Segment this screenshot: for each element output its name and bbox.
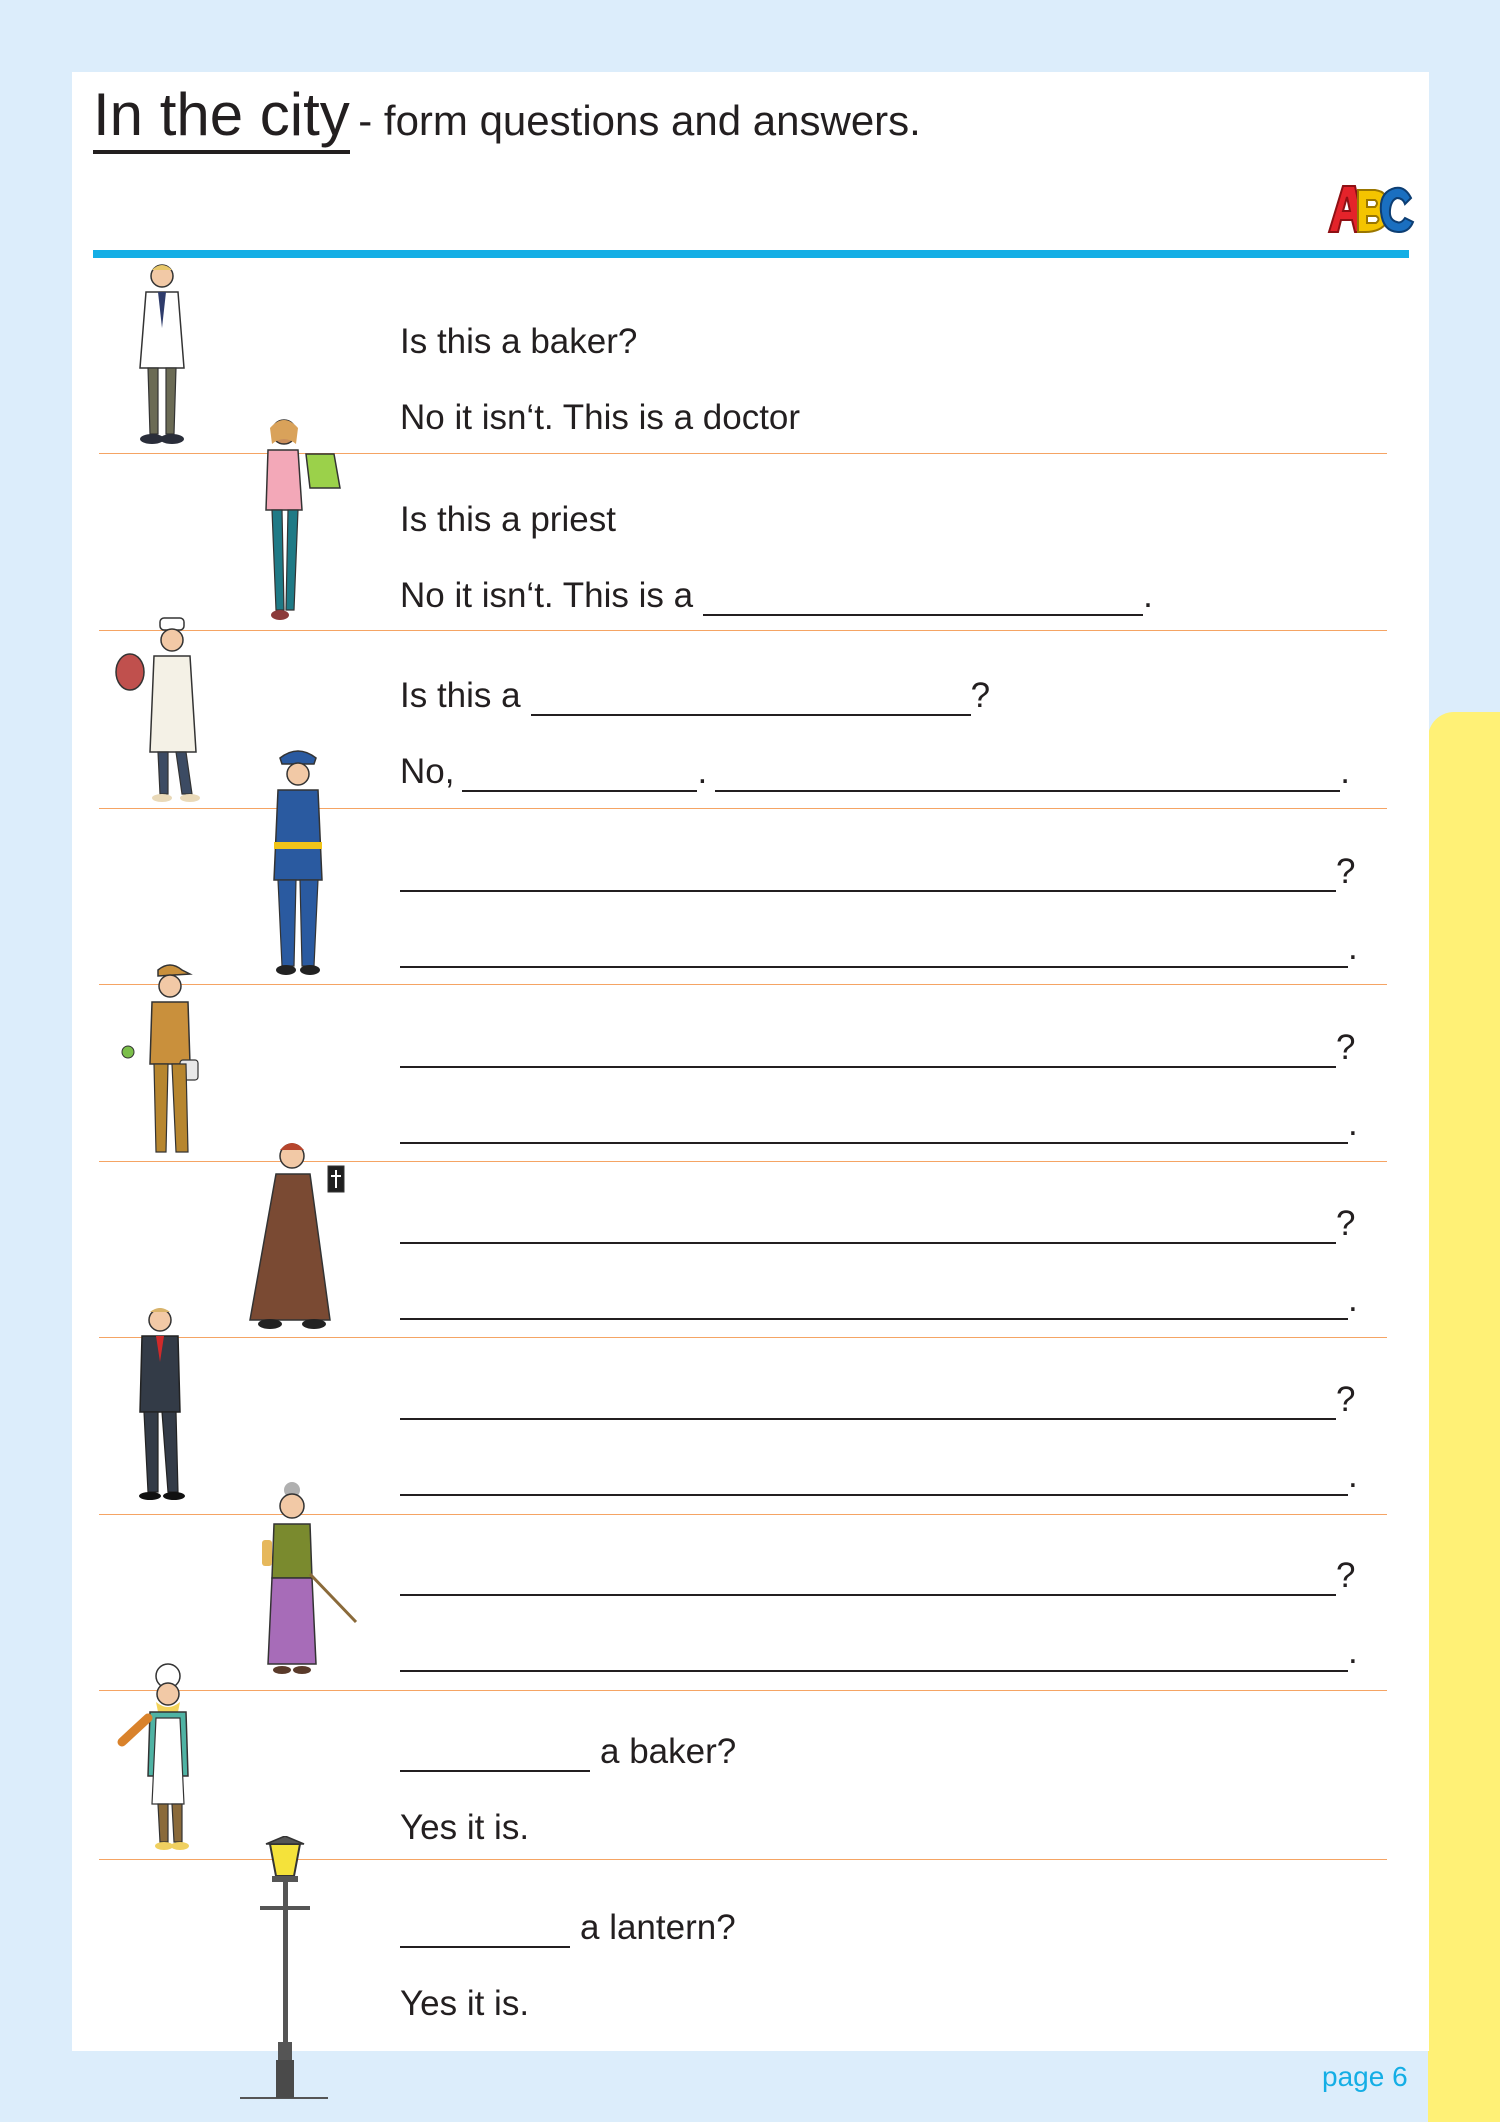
question-suffix: a lantern? (580, 1908, 736, 1947)
doctor-figure (122, 258, 202, 453)
question-blank[interactable] (400, 1560, 1336, 1596)
question-suffix: ? (1336, 1556, 1356, 1595)
question-line (400, 852, 1355, 892)
yellow-sidebar (1428, 712, 1500, 2122)
answer-prefix: No it isn‘t. This is a (400, 576, 694, 615)
question-line (400, 1908, 736, 1948)
question-suffix: ? (1336, 1380, 1356, 1419)
question-line (400, 322, 637, 362)
answer-line (400, 1632, 1358, 1672)
answer-line (400, 1104, 1358, 1144)
deliveryman-figure (112, 960, 222, 1170)
answer-blank[interactable] (703, 580, 1143, 616)
question-line (400, 1380, 1355, 1420)
answer-line (400, 752, 1350, 792)
lantern-figure (240, 1836, 330, 2106)
question-suffix: a baker? (600, 1732, 737, 1771)
question-line (400, 500, 616, 540)
answer-suffix: . (1348, 1632, 1358, 1671)
teacher-figure (244, 1478, 364, 1688)
answer-line (400, 398, 800, 438)
answer-mid: . (697, 752, 708, 791)
answer-suffix: . (1348, 1456, 1358, 1495)
answer-text: Yes it is. (400, 1808, 530, 1847)
answer-line (400, 928, 1358, 968)
answer-suffix: . (1348, 1104, 1358, 1143)
question-suffix: ? (1336, 852, 1356, 891)
page-number: page 6 (1322, 2061, 1408, 2092)
question-blank[interactable] (531, 680, 971, 716)
exercise-row (99, 1690, 1387, 1860)
answer-blank[interactable] (400, 1284, 1348, 1320)
baker-figure (112, 1662, 222, 1857)
answer-line (400, 1808, 529, 1848)
answer-suffix: . (1340, 752, 1350, 791)
answer-blank[interactable] (400, 1108, 1348, 1144)
answer-suffix: . (1348, 1280, 1358, 1319)
title-subtitle: - form questions and answers. (358, 97, 921, 144)
answer-blank[interactable] (400, 1460, 1348, 1496)
question-line (400, 1028, 1355, 1068)
question-blank[interactable] (400, 856, 1336, 892)
shop-assistant-figure (244, 414, 354, 629)
question-line (400, 1556, 1355, 1596)
title-main: In the city (93, 82, 350, 154)
worksheet-page (72, 72, 1429, 2051)
abc-logo-icon (1325, 180, 1415, 238)
question-blank[interactable] (400, 1032, 1336, 1068)
answer-text: Yes it is. (400, 1984, 530, 2023)
answer-blank[interactable] (400, 932, 1348, 968)
header-rule (93, 250, 1409, 258)
answer-line (400, 576, 1153, 616)
question-prefix: Is this a (400, 676, 521, 715)
question-line (400, 1204, 1355, 1244)
question-text: Is this a priest (400, 500, 616, 539)
question-suffix: ? (970, 676, 991, 715)
butcher-figure (110, 612, 220, 807)
answer-line (400, 1280, 1358, 1320)
answer-blank[interactable] (462, 756, 697, 792)
answer-blank[interactable] (715, 756, 1340, 792)
question-line (400, 676, 990, 716)
question-blank[interactable] (400, 1912, 570, 1948)
question-line (400, 1732, 736, 1772)
answer-prefix: No, (400, 752, 455, 791)
page-title (93, 82, 921, 154)
answer-blank[interactable] (400, 1636, 1348, 1672)
question-blank[interactable] (400, 1384, 1336, 1420)
question-text: Is this a baker? (400, 322, 638, 361)
priest-figure (230, 1136, 360, 1336)
businessman-figure (122, 1302, 212, 1507)
question-blank[interactable] (400, 1736, 590, 1772)
question-blank[interactable] (400, 1208, 1336, 1244)
answer-line (400, 1984, 529, 2024)
answer-suffix: . (1143, 576, 1153, 615)
answer-text: No it isn‘t. This is a doctor (400, 398, 801, 437)
answer-suffix: . (1348, 928, 1358, 967)
question-suffix: ? (1336, 1028, 1356, 1067)
policeman-figure (254, 744, 344, 984)
question-suffix: ? (1336, 1204, 1356, 1243)
answer-line (400, 1456, 1358, 1496)
